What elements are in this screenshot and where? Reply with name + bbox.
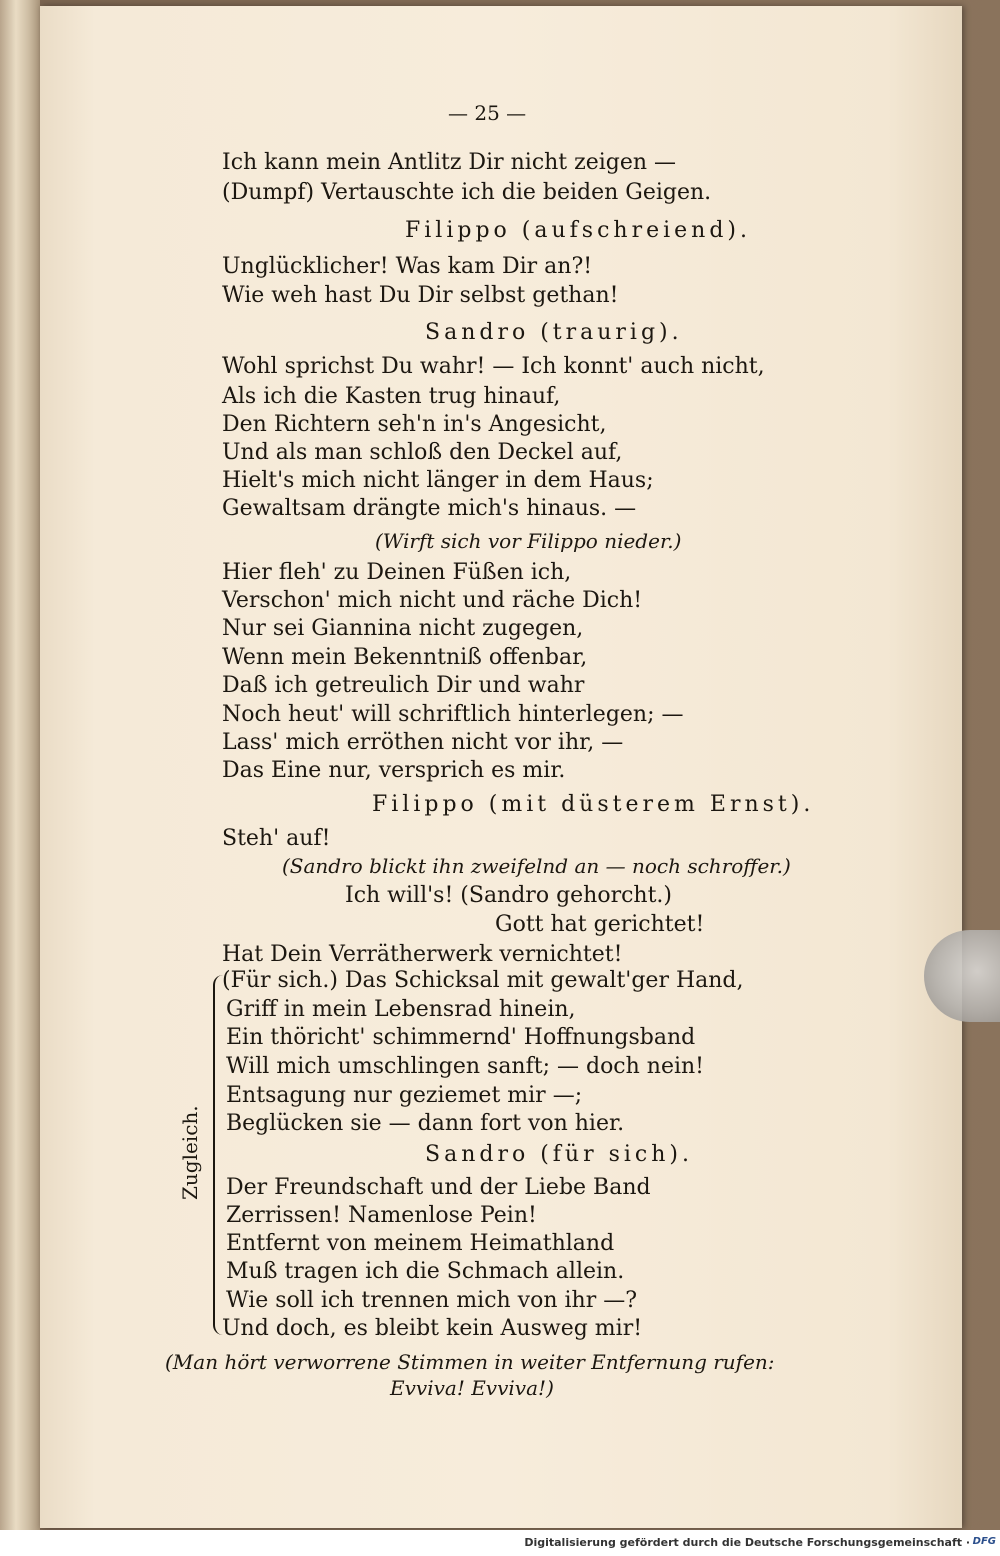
text-line: Lass' mich erröthen nicht vor ihr, — — [222, 730, 624, 755]
text-line: Der Freundschaft und der Liebe Band — [226, 1175, 651, 1200]
text-line: Ich will's! (Sandro gehorcht.) — [345, 883, 673, 908]
text-line: Beglücken sie — dann fort von hier. — [226, 1111, 625, 1136]
text-line: Wohl sprichst Du wahr! — Ich konnt' auch nicht, — [222, 354, 765, 379]
text-line: Griff in mein Lebensrad hinein, — [226, 997, 576, 1022]
text-line: Gewaltsam drängte mich's hinaus. — — [222, 496, 637, 521]
text-line: Zerrissen! Namenlose Pein! — [226, 1203, 537, 1228]
text-line: Entsagung nur geziemet mir —; — [226, 1083, 583, 1108]
text-line: Und doch, es bleibt kein Ausweg mir! — [222, 1316, 643, 1341]
text-line: Als ich die Kasten trug hinauf, — [222, 384, 561, 409]
stage-direction: (Wirft sich vor Filippo nieder.) — [375, 529, 682, 553]
text-line: Das Eine nur, versprich es mir. — [222, 758, 566, 783]
text-line: Den Richtern seh'n in's Angesicht, — [222, 412, 607, 437]
stage-direction: (Sandro blickt ihn zweifelnd an — noch schroffer.) — [282, 854, 791, 878]
text-line: Gott hat gerichtet! — [495, 912, 705, 937]
text-line: (Für sich.) Das Schicksal mit gewalt'ger Hand, — [222, 968, 744, 993]
text-line: Daß ich getreulich Dir und wahr — [222, 673, 585, 698]
book-spine-edge — [0, 0, 40, 1530]
text-line: Hielt's mich nicht länger in dem Haus; — [222, 468, 654, 493]
speaker-heading: Filippo (aufschreiend). — [405, 218, 751, 243]
text-line: Wie weh hast Du Dir selbst gethan! — [222, 283, 619, 308]
text-line: Muß tragen ich die Schmach allein. — [226, 1259, 625, 1284]
stage-direction: (Man hört verworrene Stimmen in weiter Entfernung rufen: — [165, 1350, 775, 1374]
text-line: Entfernt von meinem Heimathland — [226, 1231, 615, 1256]
text-line: Noch heut' will schriftlich hinterlegen; — — [222, 702, 684, 727]
stage-direction: Evviva! Evviva!) — [390, 1376, 554, 1400]
text-line: Unglücklicher! Was kam Dir an?! — [222, 254, 593, 279]
speaker-heading: Sandro (für sich). — [425, 1142, 693, 1167]
footer-credit: Digitalisierung gefördert durch die Deutsche Forschungsgemeinschaft · — [524, 1536, 970, 1549]
footer-bar — [0, 1530, 1000, 1556]
text-line: Ich kann mein Antlitz Dir nicht zeigen — — [222, 150, 677, 175]
speaker-heading: Sandro (traurig). — [425, 320, 683, 345]
page-number: — 25 — — [448, 101, 527, 125]
text-line: Steh' auf! — [222, 826, 331, 851]
text-line: Hat Dein Verrätherwerk vernichtet! — [222, 942, 623, 967]
text-line: Hier fleh' zu Deinen Füßen ich, — [222, 560, 572, 585]
zugleich-bracket — [213, 975, 225, 1335]
text-line: (Dumpf) Vertauschte ich die beiden Geigen. — [222, 180, 712, 205]
text-line: Ein thöricht' schimmernd' Hoffnungsband — [226, 1025, 696, 1050]
dfg-logo: DFG — [972, 1536, 996, 1547]
text-line: Und als man schloß den Deckel auf, — [222, 440, 623, 465]
text-line: Will mich umschlingen sanft; — doch nein! — [226, 1054, 705, 1079]
text-line: Nur sei Giannina nicht zugegen, — [222, 616, 584, 641]
margin-note-text: Zugleich. — [178, 1105, 202, 1200]
speaker-heading: Filippo (mit düsterem Ernst). — [372, 792, 815, 817]
text-line: Wenn mein Bekenntniß offenbar, — [222, 645, 588, 670]
text-line: Wie soll ich trennen mich von ihr —? — [226, 1288, 638, 1313]
margin-note — [178, 1105, 208, 1200]
text-line: Verschon' mich nicht und räche Dich! — [222, 588, 643, 613]
